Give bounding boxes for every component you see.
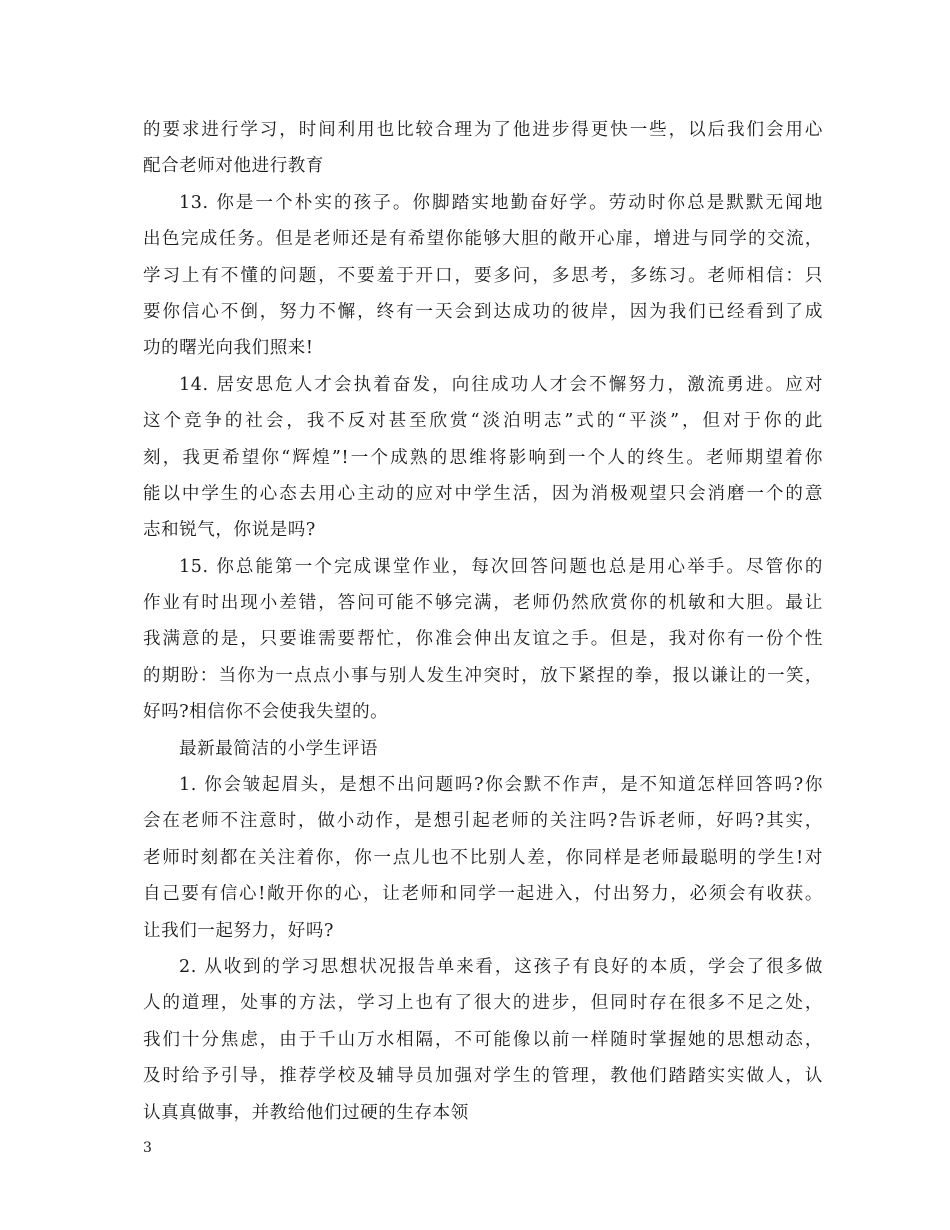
text-line: 1. 你会皱起眉头，是想不出问题吗?你会默不作声，是不知道怎样回答吗?你 — [179, 775, 823, 796]
text-line: 认真真做事，并教给他们过硬的生存本领 — [143, 1102, 469, 1123]
text-line: 能以中学生的心态去用心主动的应对中学生活，因为消极观望只会消磨一个的意 — [143, 483, 823, 504]
text-line: 好吗?相信你不会使我失望的。 — [143, 702, 389, 723]
text-line: 这个竞争的社会，我不反对甚至欣赏“淡泊明志”式的“平淡”，但对于你的此 — [143, 411, 823, 432]
text-line: 及时给予引导，推荐学校及辅导员加强对学生的管理，教他们踏踏实实做人，认 — [143, 1066, 823, 1087]
body-text — [143, 112, 823, 1131]
text-line: 的要求进行学习，时间利用也比较合理为了他进步得更快一些，以后我们会用心 — [143, 120, 823, 140]
text-line: 志和锐气，你说是吗? — [143, 520, 316, 541]
text-line: 自己要有信心!敞开你的心，让老师和同学一起进入，付出努力，必须会有收获。 — [143, 884, 823, 905]
text-line: 人的道理，处事的方法，学习上也有了很大的进步，但同时存在很多不足之处， — [143, 993, 823, 1014]
text-line: 出色完成任务。但是老师还是有希望你能够大胆的敞开心扉，增进与同学的交流， — [143, 229, 823, 250]
text-line: 13. 你是一个朴实的孩子。你脚踏实地勤奋好学。劳动时你总是默默无闻地 — [179, 192, 823, 213]
text-line: 我满意的是，只要谁需要帮忙，你准会伸出友谊之手。但是，我对你有一份个性 — [143, 629, 823, 650]
text-line: 功的曙光向我们照来! — [143, 338, 314, 359]
text-line: 的期盼：当你为一点点小事与别人发生冲突时，放下紧捏的拳，报以谦让的一笑， — [143, 665, 823, 686]
text-line: 2. 从收到的学习思想状况报告单来看，这孩子有良好的本质，学会了很多做 — [179, 956, 823, 977]
text-line: 刻，我更希望你“辉煌”!一个成熟的思维将影响到一个人的终生。老师期望着你 — [143, 447, 823, 468]
text-line: 我们十分焦虑，由于千山万水相隔，不可能像以前一样随时掌握她的思想动态， — [143, 1029, 823, 1050]
text-line: 配合老师对他进行教育 — [143, 156, 324, 177]
text-line: 会在老师不注意时，做小动作，是想引起老师的关注吗?告诉老师，好吗?其实， — [143, 811, 823, 832]
text-line: 作业有时出现小差错，答问可能不够完满，老师仍然欣赏你的机敏和大胆。最让 — [143, 593, 823, 614]
text-line: 让我们一起努力，好吗? — [143, 920, 334, 941]
text-line: 15. 你总能第一个完成课堂作业，每次回答问题也总是用心举手。尽管你的 — [179, 556, 823, 577]
page-number: 3 — [143, 1140, 152, 1156]
text-line: 要你信心不倒，努力不懈，终有一天会到达成功的彼岸，因为我们已经看到了成 — [143, 301, 823, 322]
text-line: 学习上有不懂的问题，不要羞于开口，要多问，多思考，多练习。老师相信：只 — [143, 265, 823, 286]
text-line: 14. 居安思危人才会执着奋发，向往成功人才会不懈努力，激流勇进。应对 — [179, 374, 823, 395]
text-line: 老师时刻都在关注着你，你一点儿也不比别人差，你同样是老师最聪明的学生!对 — [143, 847, 823, 868]
text-line: 最新最简洁的小学生评语 — [179, 738, 379, 759]
